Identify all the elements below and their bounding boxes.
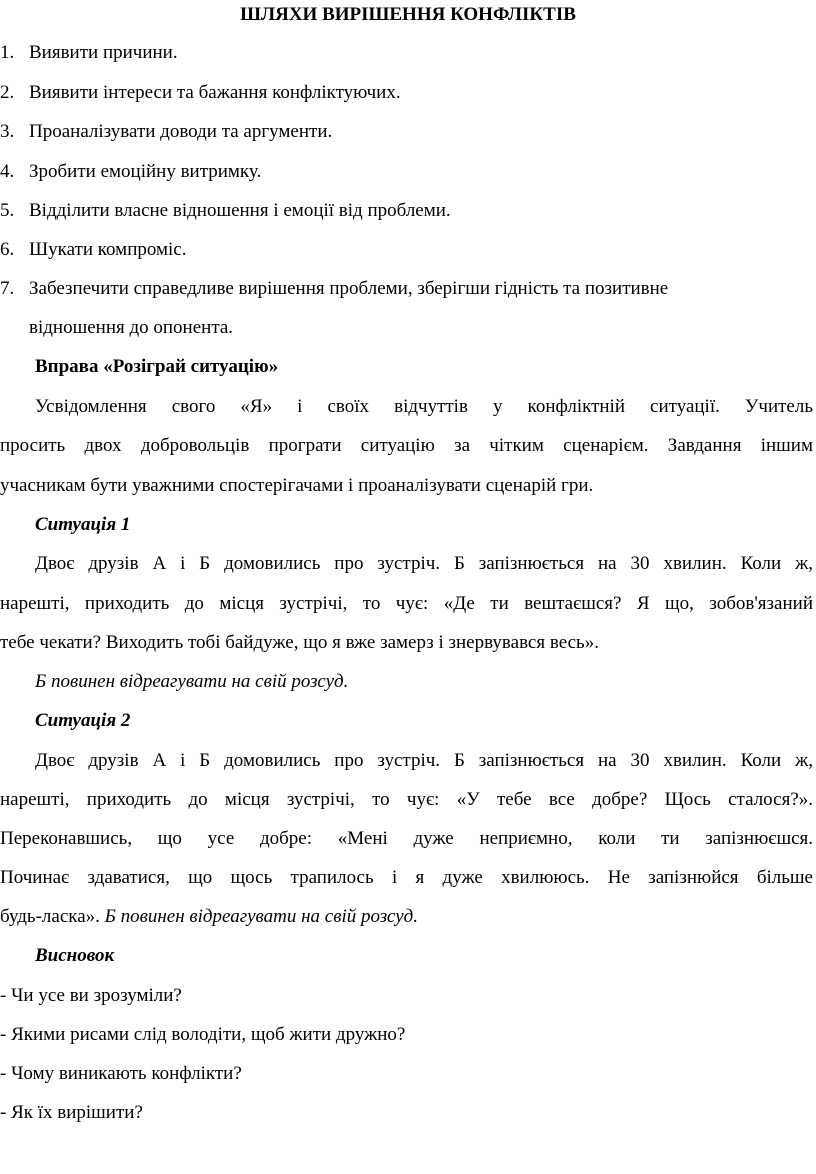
situation2-heading: Ситуація 2 [35,710,131,731]
situation1-note: Б повинен відреагувати на свій розсуд. [35,671,349,692]
situation2-note: Б повинен відреагувати на свій розсуд. [104,906,418,927]
list-number: 1. [0,42,15,63]
situation1-text-line: Двоє друзів А і Б домовились про зустріч. Б запізнюється на 30 хвилин. Коли ж, [35,553,813,574]
situation2-last-line: будь-ласка». [0,906,100,927]
situation1-heading: Ситуація 1 [35,514,131,535]
list-number: 4. [0,161,15,182]
list-number: 2. [0,82,15,103]
list-number: 6. [0,239,15,260]
list-text: Шукати компроміс. [29,239,187,260]
list-text: Проаналізувати доводи та аргументи. [29,121,333,142]
question-item: - Якими рисами слід володіти, щоб жити дружно? [0,1024,406,1045]
list-text: Виявити причини. [29,42,178,63]
situation2-text-line: Починає здаватися, що щось трапилось і я дуже хвилююсь. Не запізнюйся більше [0,867,813,888]
exercise-heading: Вправа «Розіграй ситуацію» [35,356,279,377]
situation2-text-line [0,907,418,926]
exercise-text-line: просить двох добровольців програти ситуацію за чітким сценарієм. Завдання іншим [0,435,813,456]
list-number: 5. [0,200,15,221]
question-item: - Чи усе ви зрозуміли? [0,985,182,1006]
conclusion-heading: Висновок [35,945,115,966]
list-text-continuation: відношення до опонента. [29,317,234,338]
question-item: - Як їх вирішити? [0,1102,143,1123]
situation1-text-line: тебе чекати? Виходить тобі байдуже, що я вже замерз і знервувався весь». [0,632,599,653]
list-text: Виявити інтереси та бажання конфліктуючих. [29,82,401,103]
exercise-text-line: учасникам бути уважними спостерігачами і проаналізувати сценарій гри. [0,475,594,496]
list-text: Відділити власне відношення і емоції від проблеми. [29,200,451,221]
situation2-text-line: Переконавшись, що усе добре: «Мені дуже неприємно, коли ти запізнюєшся. [0,828,813,849]
list-text: Зробити емоційну витримку. [29,161,262,182]
question-item: - Чому виникають конфлікти? [0,1063,242,1084]
page-title: ШЛЯХИ ВИРІШЕННЯ КОНФЛІКТІВ [240,4,576,25]
situation2-text-line: нарешті, приходить до місця зустрічі, то чує: «У тебе все добре? Щось сталося?». [0,789,813,810]
situation1-text-line: нарешті, приходить до місця зустрічі, то чує: «Де ти вештаєшся? Я що, зобов'язаний [0,593,813,614]
list-text: Забезпечити справедливе вирішення проблеми, зберігши гідність та позитивне [29,278,669,299]
list-number: 3. [0,121,15,142]
situation2-text-line: Двоє друзів А і Б домовились про зустріч. Б запізнюється на 30 хвилин. Коли ж, [35,750,813,771]
exercise-text-line: Усвідомлення свого «Я» і своїх відчуттів у конфліктній ситуації. Учитель [35,396,813,417]
list-number: 7. [0,278,15,299]
